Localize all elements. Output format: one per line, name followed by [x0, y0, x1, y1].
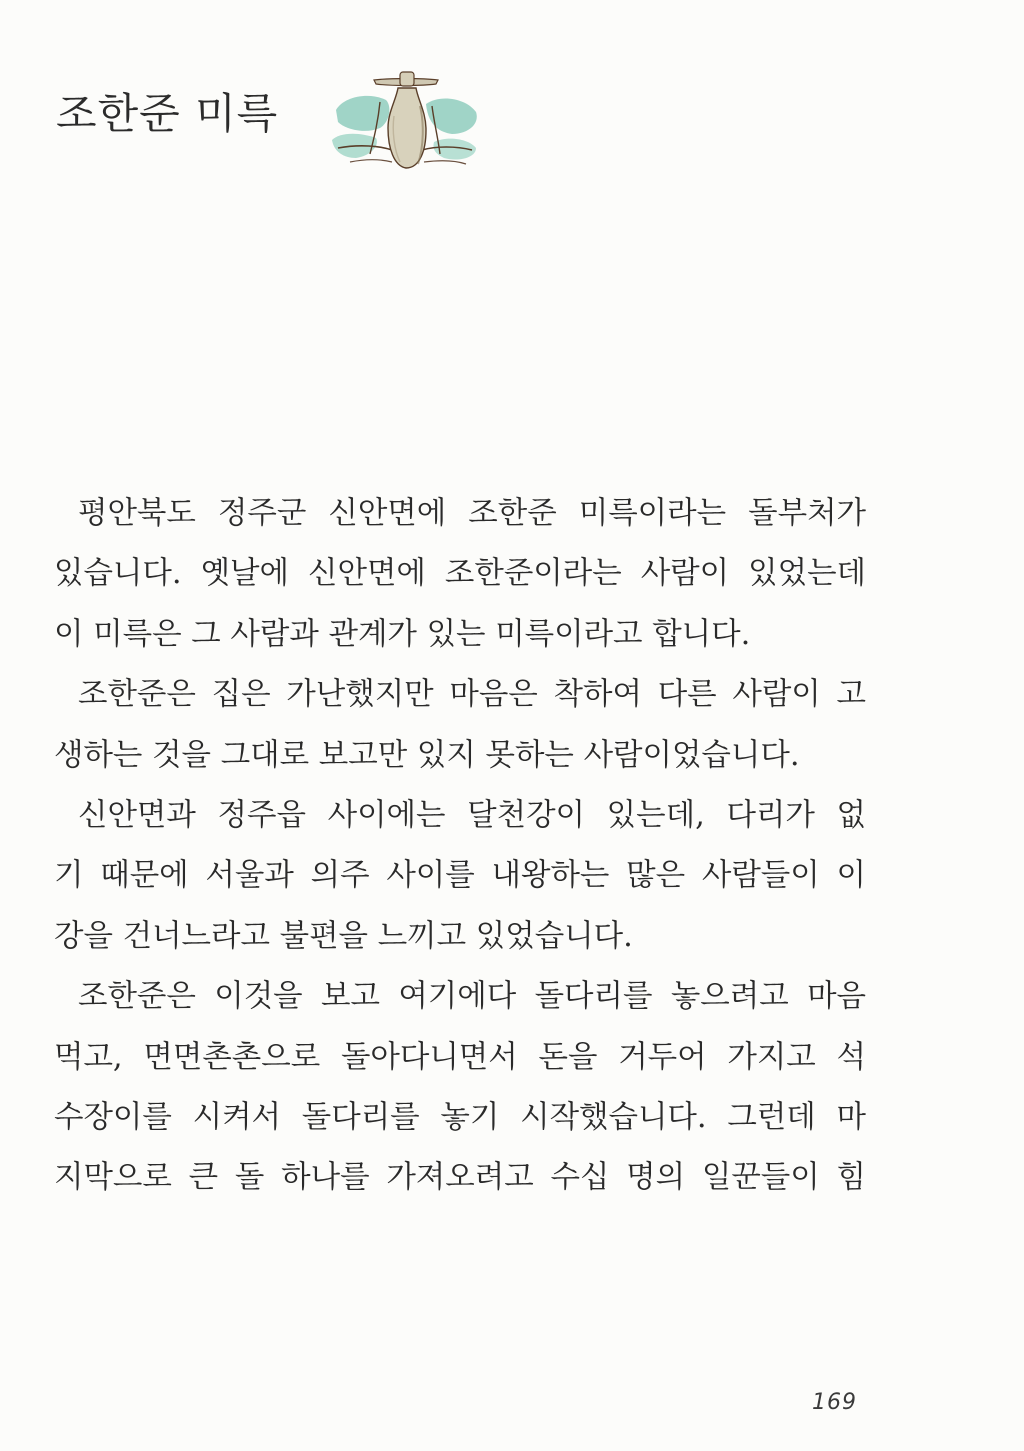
- text-line: 기 때문에 서울과 의주 사이를 내왕하는 많은 사람들이 이: [54, 858, 866, 894]
- page-number: 169: [812, 1390, 857, 1415]
- text-line: 지막으로 큰 돌 하나를 가져오려고 수십 명의 일꾼들이 힘: [54, 1160, 866, 1196]
- page-title: 조한준 미륵: [56, 89, 279, 138]
- story-body: [54, 484, 866, 1209]
- text-line: 먹고, 면면촌촌으로 돌아다니면서 돈을 거두어 가지고 석: [54, 1039, 866, 1075]
- text-line: 조한준은 집은 가난했지만 마음은 착하여 다른 사람이 고: [78, 677, 866, 713]
- paragraph-4: [54, 967, 866, 1209]
- text-line: 신안면과 정주읍 사이에는 달천강이 있는데, 다리가 없: [78, 798, 866, 834]
- text-line: 있습니다. 옛날에 신안면에 조한준이라는 사람이 있었는데: [54, 556, 866, 592]
- text-line: 강을 건너느라고 불편을 느끼고 있었습니다.: [54, 918, 633, 954]
- statue-head: [400, 72, 414, 86]
- foliage-left: [336, 96, 389, 131]
- stone-buddha-statue-icon: [330, 66, 480, 174]
- paragraph-2: [54, 665, 866, 786]
- text-line: 수장이를 시켜서 돌다리를 놓기 시작했습니다. 그런데 마: [54, 1100, 866, 1136]
- text-line: 생하는 것을 그대로 보고만 있지 못하는 사람이었습니다.: [54, 737, 800, 773]
- paragraph-3: [54, 786, 866, 967]
- text-line: 이 미륵은 그 사람과 관계가 있는 미륵이라고 합니다.: [54, 616, 751, 652]
- text-line: 조한준은 이것을 보고 여기에다 돌다리를 놓으려고 마음: [78, 979, 866, 1015]
- paragraph-1: [54, 484, 866, 665]
- text-line: 평안북도 정주군 신안면에 조한준 미륵이라는 돌부처가: [78, 496, 866, 531]
